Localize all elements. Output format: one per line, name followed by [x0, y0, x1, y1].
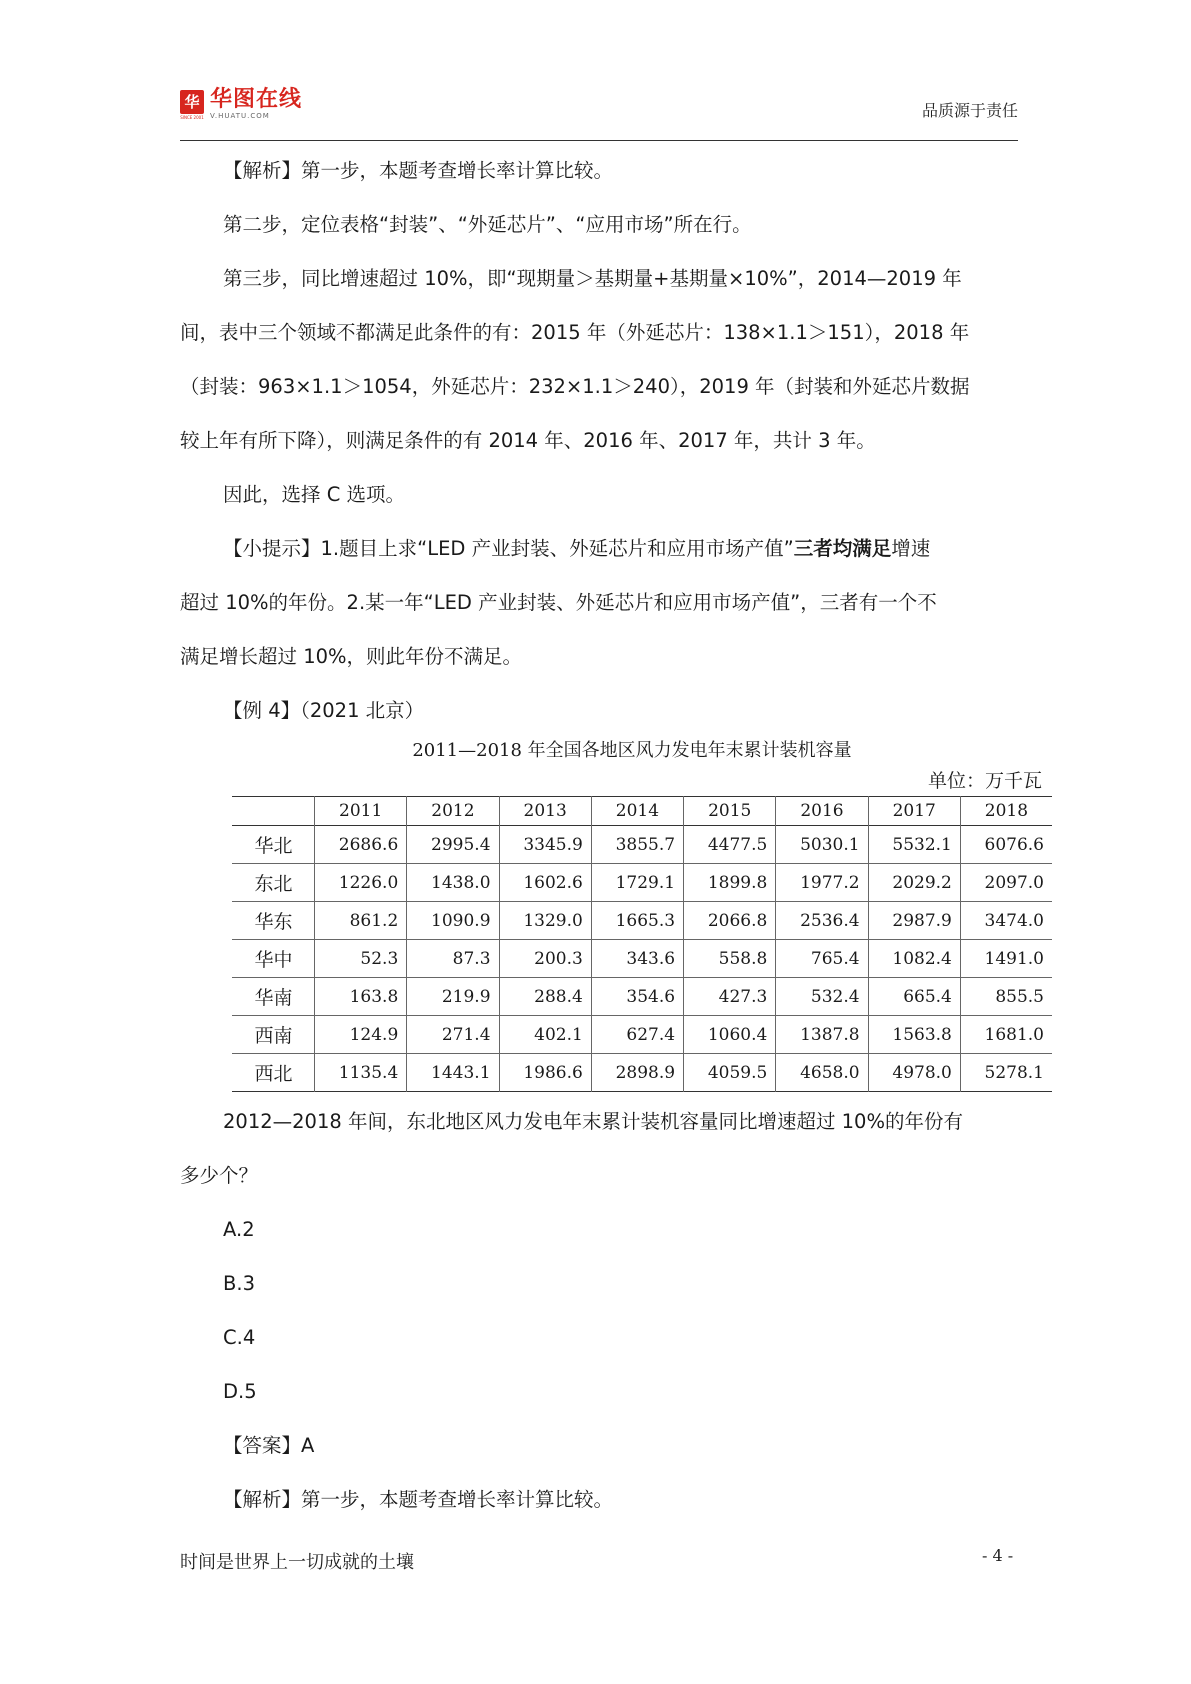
value-cell: 2536.4 [776, 902, 868, 940]
logo-mark-text: 华 [184, 93, 200, 111]
data-table-block [232, 736, 1052, 1092]
region-cell: 东北 [254, 873, 293, 895]
value-cell: 2987.9 [868, 902, 960, 940]
answer: 【答案】A [223, 1434, 315, 1457]
option-a: A.2 [223, 1218, 255, 1241]
value-cell: 427.3 [684, 978, 776, 1016]
column-header: 2013 [499, 797, 591, 826]
value-cell: 271.4 [407, 1016, 499, 1054]
value-cell: 765.4 [776, 940, 868, 978]
table-title: 2011—2018 年全国各地区风力发电年末累计装机容量 [412, 740, 852, 761]
question-text: 多少个？ [180, 1164, 259, 1187]
column-header [232, 797, 315, 826]
analysis-text: 【解析】第一步，本题考查增长率计算比较。 [223, 1488, 614, 1511]
page-number: - 4 - [982, 1546, 1014, 1565]
table-header-row [232, 797, 1052, 826]
column-header: 2011 [315, 797, 407, 826]
value-cell: 1387.8 [776, 1016, 868, 1054]
value-cell: 1491.0 [960, 940, 1052, 978]
table-body [232, 826, 1052, 1092]
value-cell: 3855.7 [591, 826, 683, 864]
table-row [232, 902, 1052, 940]
value-cell: 1438.0 [407, 864, 499, 902]
table-row [232, 864, 1052, 902]
value-cell: 6076.6 [960, 826, 1052, 864]
logo-since-text: SINCE 2001 [180, 115, 204, 120]
logo-icon [180, 90, 204, 118]
region-cell: 华北 [254, 835, 293, 857]
value-cell: 219.9 [407, 978, 499, 1016]
analysis-section [180, 144, 1018, 738]
value-cell: 4978.0 [868, 1054, 960, 1092]
column-header: 2018 [960, 797, 1052, 826]
value-cell: 5278.1 [960, 1054, 1052, 1092]
value-cell: 402.1 [499, 1016, 591, 1054]
footer-motto: 时间是世界上一切成就的土壤 [180, 1552, 414, 1573]
tip-text-end: 增速 [891, 537, 931, 560]
value-cell: 4059.5 [684, 1054, 776, 1092]
column-header: 2017 [868, 797, 960, 826]
tip-bold-text: 三者均满足 [793, 537, 892, 560]
value-cell: 52.3 [315, 940, 407, 978]
region-cell: 西北 [254, 1063, 293, 1085]
value-cell: 288.4 [499, 978, 591, 1016]
value-cell: 5030.1 [776, 826, 868, 864]
table-row [232, 940, 1052, 978]
value-cell: 1729.1 [591, 864, 683, 902]
value-cell: 1899.8 [684, 864, 776, 902]
region-cell: 西南 [254, 1025, 293, 1047]
table-row [232, 978, 1052, 1016]
page-header [180, 86, 1018, 141]
value-cell: 1090.9 [407, 902, 499, 940]
value-cell: 3474.0 [960, 902, 1052, 940]
region-cell: 华南 [254, 987, 293, 1009]
value-cell: 1563.8 [868, 1016, 960, 1054]
value-cell: 87.3 [407, 940, 499, 978]
value-cell: 558.8 [684, 940, 776, 978]
value-cell: 2898.9 [591, 1054, 683, 1092]
value-cell: 1226.0 [315, 864, 407, 902]
huatu-logo[interactable] [180, 86, 302, 122]
value-cell: 1681.0 [960, 1016, 1052, 1054]
value-cell: 1135.4 [315, 1054, 407, 1092]
value-cell: 1082.4 [868, 940, 960, 978]
value-cell: 343.6 [591, 940, 683, 978]
value-cell: 665.4 [868, 978, 960, 1016]
value-cell: 4658.0 [776, 1054, 868, 1092]
header-slogan: 品质源于责任 [921, 101, 1018, 120]
table-row [232, 1054, 1052, 1092]
region-cell: 华东 [254, 911, 293, 933]
logo-url: V.HUATU.COM [210, 111, 270, 120]
option-c: C.4 [223, 1326, 256, 1349]
value-cell: 2097.0 [960, 864, 1052, 902]
column-header: 2014 [591, 797, 683, 826]
value-cell: 861.2 [315, 902, 407, 940]
value-cell: 1443.1 [407, 1054, 499, 1092]
column-header: 2015 [684, 797, 776, 826]
paragraph: 较上年有所下降），则满足条件的有 2014 年、2016 年、2017 年，共计 3 年。 [180, 429, 876, 452]
logo-name: 华图在线 [210, 86, 303, 112]
value-cell: 1986.6 [499, 1054, 591, 1092]
value-cell: 855.5 [960, 978, 1052, 1016]
tip-paragraph [180, 522, 1018, 576]
value-cell: 163.8 [315, 978, 407, 1016]
value-cell: 627.4 [591, 1016, 683, 1054]
value-cell: 1060.4 [684, 1016, 776, 1054]
value-cell: 354.6 [591, 978, 683, 1016]
question-section [180, 1095, 1018, 1527]
table-row [232, 1016, 1052, 1054]
value-cell: 2029.2 [868, 864, 960, 902]
column-header: 2012 [407, 797, 499, 826]
region-cell: 华中 [254, 949, 293, 971]
value-cell: 2686.6 [315, 826, 407, 864]
paragraph: （封装：963×1.1＞1054，外延芯片：232×1.1＞240），2019 年（封装和外延芯片数据 [180, 375, 970, 398]
table-unit: 单位：万千瓦 [927, 770, 1042, 792]
value-cell: 3345.9 [499, 826, 591, 864]
value-cell: 2995.4 [407, 826, 499, 864]
question-text: 2012—2018 年间，东北地区风力发电年末累计装机容量同比增速超过 10%的年份有 [223, 1110, 963, 1133]
value-cell: 2066.8 [684, 902, 776, 940]
value-cell: 124.9 [315, 1016, 407, 1054]
tip-text: 【小提示】1.题目上求“LED 产业封装、外延芯片和应用市场产值” [223, 537, 794, 560]
wind-capacity-table [232, 796, 1052, 1092]
paragraph: 第二步，定位表格“封装”、“外延芯片”、“应用市场”所在行。 [223, 213, 752, 236]
conclusion-paragraph: 因此，选择 C 选项。 [223, 483, 406, 506]
paragraph: 满足增长超过 10%，则此年份不满足。 [180, 645, 523, 668]
value-cell: 200.3 [499, 940, 591, 978]
logo-text [210, 88, 302, 121]
option-d: D.5 [223, 1380, 257, 1403]
paragraph: 第三步，同比增速超过 10%，即“现期量＞基期量+基期量×10%”，2014—2019 年 [223, 267, 962, 290]
paragraph: 【解析】第一步，本题考查增长率计算比较。 [223, 159, 614, 182]
value-cell: 1977.2 [776, 864, 868, 902]
option-b: B.3 [223, 1272, 255, 1295]
value-cell: 5532.1 [868, 826, 960, 864]
value-cell: 1665.3 [591, 902, 683, 940]
value-cell: 1602.6 [499, 864, 591, 902]
value-cell: 4477.5 [684, 826, 776, 864]
example-heading: 【例 4】（2021 北京） [223, 699, 425, 722]
value-cell: 532.4 [776, 978, 868, 1016]
column-header: 2016 [776, 797, 868, 826]
table-row [232, 826, 1052, 864]
paragraph: 间，表中三个领域不都满足此条件的有：2015 年（外延芯片：138×1.1＞151），2018 年 [180, 321, 970, 344]
paragraph: 超过 10%的年份。2.某一年“LED 产业封装、外延芯片和应用市场产值”，三者有一个不 [180, 591, 937, 614]
value-cell: 1329.0 [499, 902, 591, 940]
